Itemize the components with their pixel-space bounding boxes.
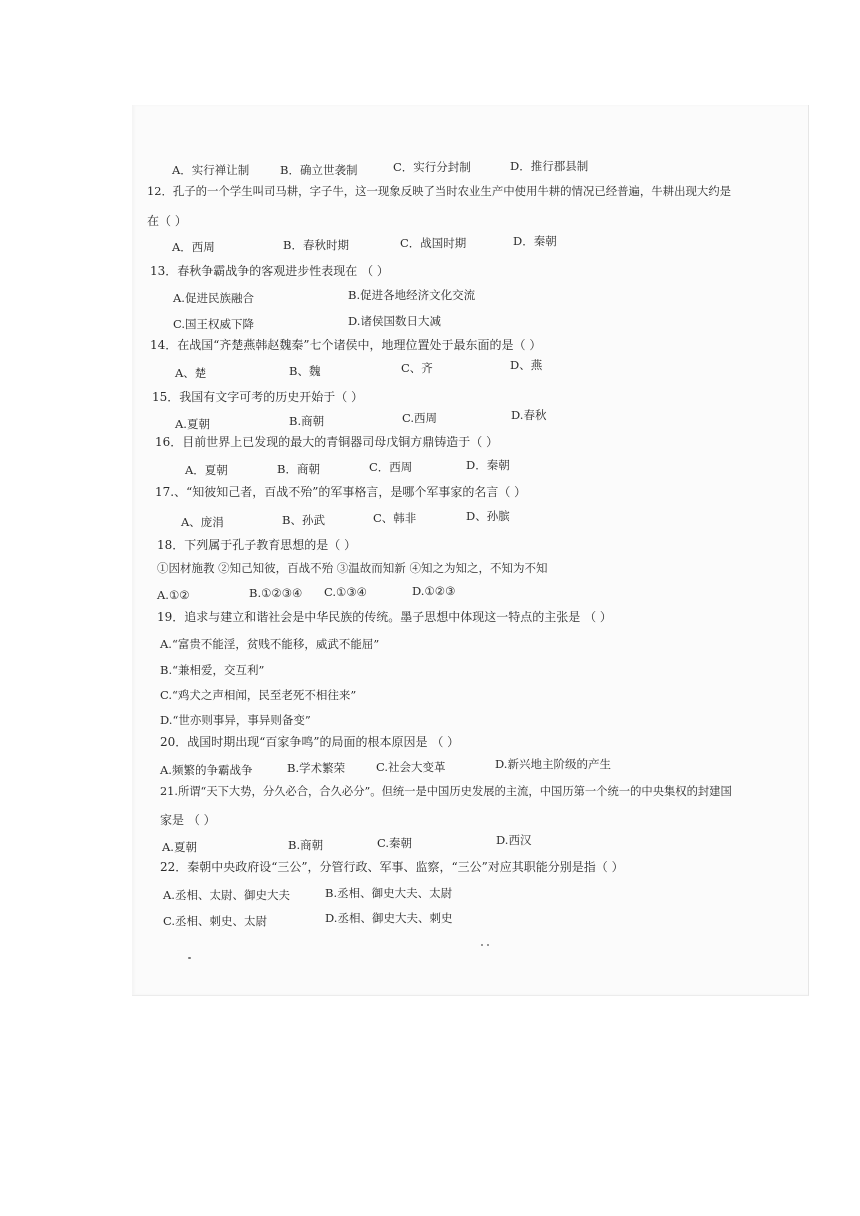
q19-option-a: A.“富贵不能淫，贫贱不能移，威武不能屈” bbox=[160, 637, 380, 651]
q18-items: ①因材施教 ②知己知彼，百战不殆 ③温故而知新 ④知之为知之，不知为不知 bbox=[157, 561, 548, 575]
q22-option-c: C.丞相、刺史、太尉 bbox=[163, 914, 268, 928]
q12-stem: 12．孔子的一个学生叫司马耕，字子牛，这一现象反映了当时农业生产中使用牛耕的情况已经普遍，牛耕出现大约是 bbox=[147, 184, 732, 198]
q21-stem-continued: 家是 （ ） bbox=[160, 813, 216, 827]
q17-option-c: C、韩非 bbox=[373, 511, 417, 525]
q21-option-c: C.秦朝 bbox=[377, 836, 413, 850]
scan-speck bbox=[481, 944, 483, 946]
q22-option-a: A.丞相、太尉、御史大夫 bbox=[163, 888, 290, 902]
q12-option-d: D．秦朝 bbox=[513, 234, 557, 248]
q21-stem: 21.所谓“天下大势，分久必合，合久必分”。但统一是中国历史发展的主流，中国历第一个统一的中央集权的封建国 bbox=[160, 785, 732, 798]
q14-stem: 14．在战国“齐楚燕韩赵魏秦”七个诸侯中，地理位置处于最东面的是（ ） bbox=[150, 338, 542, 352]
q22-stem: 22．秦朝中央政府设“三公”，分管行政、军事、监察，“三公”对应其职能分别是指（ ） bbox=[160, 860, 624, 874]
q20-option-b: B.学术繁荣 bbox=[287, 761, 346, 775]
q13-option-b: B.促进各地经济文化交流 bbox=[348, 288, 476, 302]
scan-speck bbox=[487, 944, 489, 946]
q16-option-a: A．夏朝 bbox=[185, 463, 228, 477]
q18-option-b: B.①②③④ bbox=[249, 586, 303, 600]
q20-option-d: D.新兴地主阶级的产生 bbox=[495, 757, 611, 771]
q18-option-c: C.①③④ bbox=[324, 585, 367, 599]
q20-option-a: A.频繁的争霸战争 bbox=[160, 763, 253, 777]
q17-option-b: B、孙武 bbox=[282, 513, 325, 527]
q12-option-c: C．战国时期 bbox=[400, 236, 467, 250]
q20-option-c: C.社会大变革 bbox=[376, 760, 446, 774]
q13-option-d: D.诸侯国数日大减 bbox=[348, 314, 441, 328]
q15-option-b: B.商朝 bbox=[289, 414, 325, 428]
q16-option-d: D．秦朝 bbox=[466, 458, 510, 472]
scan-speck bbox=[188, 957, 191, 959]
q15-option-c: C.西周 bbox=[402, 411, 438, 425]
q22-option-d: D.丞相、御史大夫、刺史 bbox=[325, 911, 453, 925]
q19-stem: 19．追求与建立和谐社会是中华民族的传统。墨子思想中体现这一特点的主张是 （ ） bbox=[157, 610, 612, 624]
q18-option-d: D.①②③ bbox=[412, 584, 456, 598]
q17-stem: 17.、“知彼知己者，百战不殆”的军事格言，是哪个军事家的名言（ ） bbox=[155, 485, 527, 499]
q14-option-d: D、燕 bbox=[510, 358, 543, 372]
q13-stem: 13．春秋争霸战争的客观进步性表现在 （ ） bbox=[150, 264, 389, 278]
q18-option-a: A.①② bbox=[157, 588, 190, 602]
q22-option-b: B.丞相、御史大夫、太尉 bbox=[325, 886, 453, 900]
q19-option-b: B.“兼相爱，交互利” bbox=[160, 663, 265, 677]
q11-option-b: B．确立世袭制 bbox=[280, 163, 358, 177]
q16-stem: 16．目前世界上已发现的最大的青铜器司母戊铜方鼎铸造于（ ） bbox=[155, 435, 499, 449]
q16-option-c: C．西周 bbox=[369, 460, 413, 474]
q14-option-b: B、魏 bbox=[289, 364, 321, 378]
q13-option-a: A.促进民族融合 bbox=[173, 291, 254, 305]
q21-option-a: A.夏朝 bbox=[162, 840, 197, 854]
q11-option-c: C．实行分封制 bbox=[393, 160, 471, 174]
q12-option-a: A．西周 bbox=[172, 240, 215, 254]
q14-option-a: A、楚 bbox=[175, 366, 207, 380]
q19-option-c: C.“鸡犬之声相闻，民至老死不相往来” bbox=[160, 688, 357, 702]
q11-option-d: D．推行郡县制 bbox=[510, 159, 589, 173]
q12-stem-continued: 在（ ） bbox=[147, 214, 187, 228]
q18-stem: 18．下列属于孔子教育思想的是（ ） bbox=[157, 538, 357, 552]
q17-option-a: A、庞涓 bbox=[181, 515, 224, 529]
q15-option-a: A.夏朝 bbox=[175, 417, 210, 431]
q12-option-b: B．春秋时期 bbox=[283, 238, 349, 252]
q16-option-b: B．商朝 bbox=[277, 462, 320, 476]
q19-option-d: D.“世亦则事异，事异则备变” bbox=[160, 713, 311, 727]
q13-option-c: C.国王权威下降 bbox=[173, 317, 255, 331]
q15-stem: 15．我国有文字可考的历史开始于（ ） bbox=[152, 390, 364, 404]
q11-option-a: A．实行禅让制 bbox=[172, 163, 250, 177]
q14-option-c: C、齐 bbox=[401, 361, 433, 375]
q17-option-d: D、孙膑 bbox=[466, 509, 510, 523]
q15-option-d: D.春秋 bbox=[511, 408, 547, 422]
q21-option-b: B.商朝 bbox=[288, 838, 324, 852]
q21-option-d: D.西汉 bbox=[496, 833, 532, 847]
q20-stem: 20．战国时期出现“百家争鸣”的局面的根本原因是 （ ） bbox=[160, 735, 460, 749]
